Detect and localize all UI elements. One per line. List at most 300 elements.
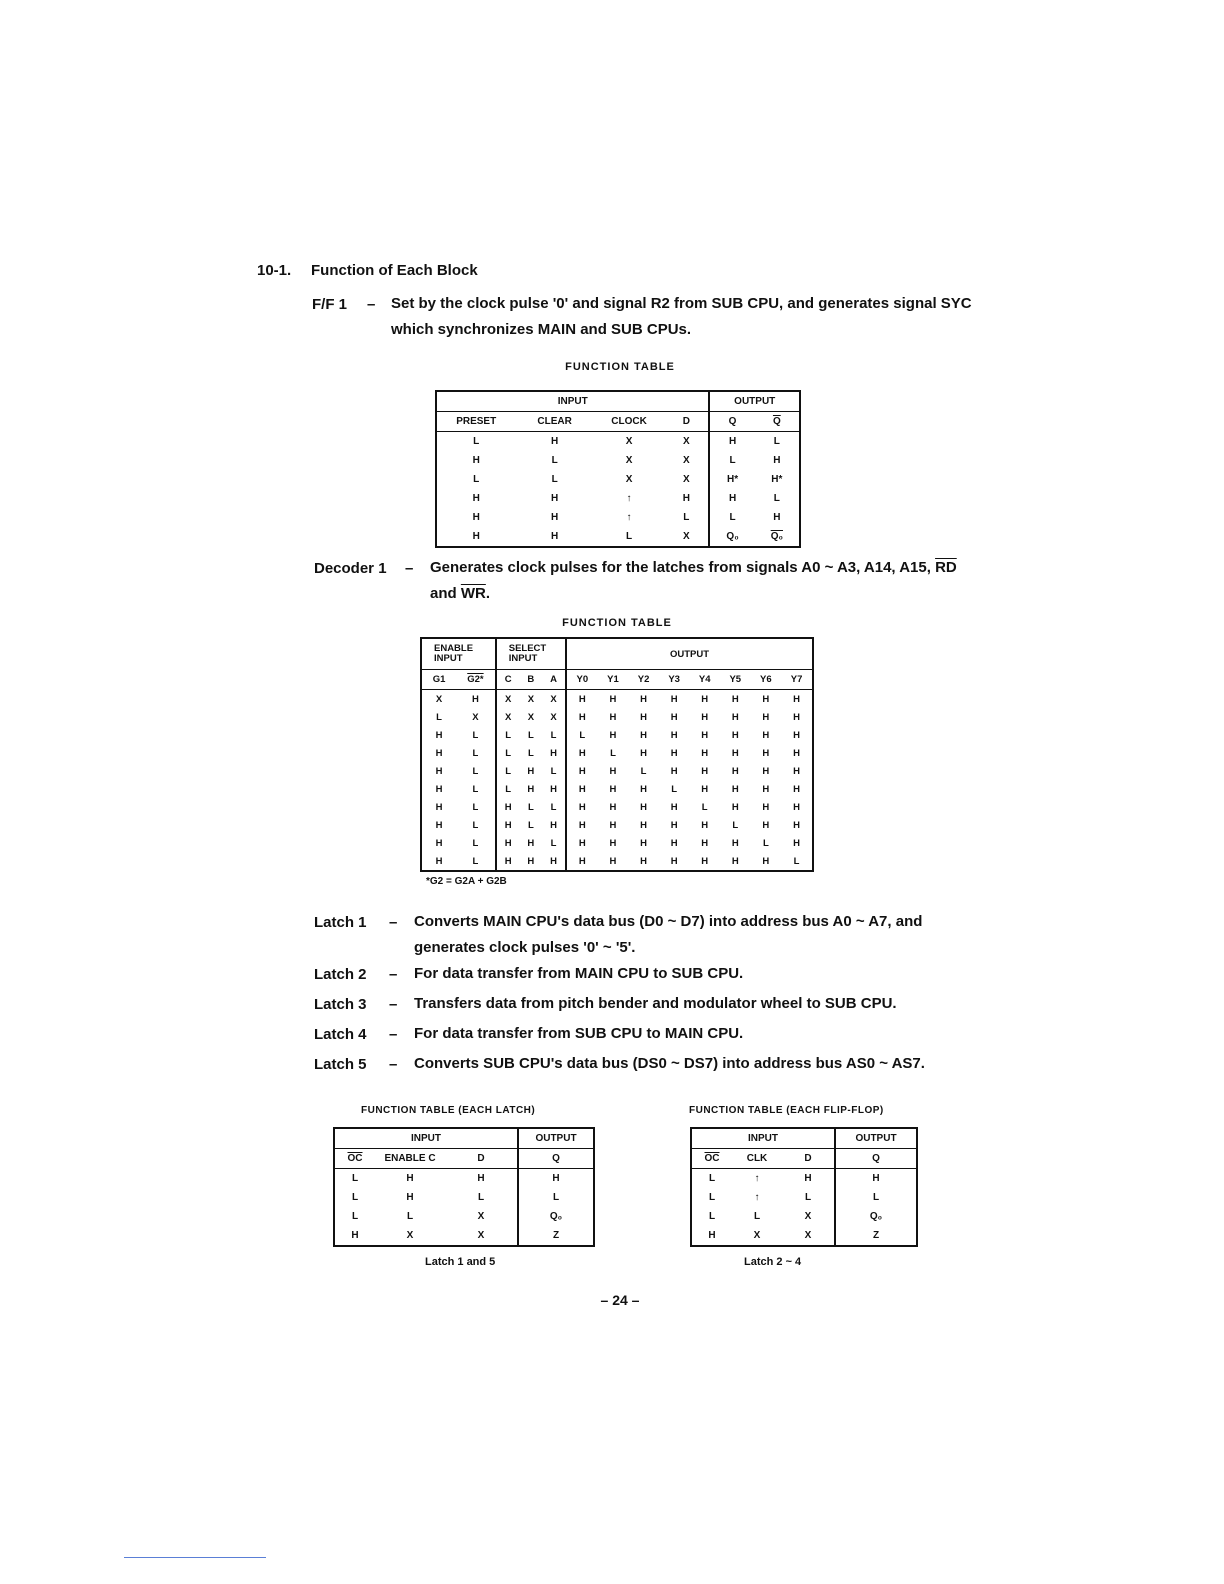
cell: X bbox=[683, 436, 690, 447]
latch5-label: Latch 5 bbox=[314, 1056, 367, 1073]
cell: L bbox=[527, 747, 534, 759]
cell: H bbox=[762, 819, 770, 831]
ff1-description bbox=[391, 291, 972, 343]
cell: H bbox=[804, 1173, 812, 1184]
cell: L bbox=[496, 780, 520, 798]
latch-header-enable: ENABLE C bbox=[375, 1149, 445, 1169]
decoder1-header-y4: Y4 bbox=[689, 670, 720, 690]
decoder1-header-g2-text: G2* bbox=[467, 674, 484, 685]
latch2-label: Latch 2 bbox=[314, 966, 367, 983]
cell: X bbox=[527, 711, 535, 723]
cell: H bbox=[435, 837, 443, 849]
ff-header-clk: CLK bbox=[732, 1149, 782, 1169]
cell: H bbox=[609, 801, 617, 813]
table-row bbox=[436, 489, 800, 508]
latch1-desc-line1: Converts MAIN CPU's data bus (D0 ~ D7) into address bus A0 ~ A7, and bbox=[414, 913, 923, 930]
cell: X bbox=[406, 1230, 414, 1241]
cell: H bbox=[708, 1230, 716, 1241]
latch1-desc-line2: generates clock pulses '0' ~ '5'. bbox=[414, 939, 636, 956]
cell: H bbox=[551, 512, 559, 523]
cell: H bbox=[435, 765, 443, 777]
cell: L bbox=[551, 474, 558, 485]
table-row bbox=[421, 798, 813, 816]
cell: X bbox=[435, 693, 443, 705]
latch-header-d: D bbox=[445, 1149, 518, 1169]
decoder1-function-table bbox=[420, 637, 814, 872]
cell: L bbox=[708, 1211, 716, 1222]
cell: L bbox=[671, 783, 678, 795]
cell: H bbox=[731, 837, 739, 849]
cell: H bbox=[406, 1173, 414, 1184]
cell: H bbox=[731, 729, 739, 741]
decoder1-rd-signal: $\overline{RD}$ bbox=[935, 559, 957, 576]
cell: H bbox=[609, 819, 617, 831]
decoder1-wr-signal: $\overline{WR}$ bbox=[460, 585, 486, 602]
cell: H bbox=[551, 436, 559, 447]
cell: H* bbox=[709, 470, 754, 489]
cell: Q₀ bbox=[770, 531, 783, 542]
cell: H bbox=[496, 798, 520, 816]
cell: H bbox=[472, 512, 480, 523]
cell: H bbox=[701, 855, 709, 867]
cell: H bbox=[609, 783, 617, 795]
ff-group-output: OUTPUT bbox=[835, 1128, 917, 1149]
cell: H bbox=[731, 765, 739, 777]
latch-group-input: INPUT bbox=[411, 1133, 441, 1144]
decoder1-group-output: OUTPUT bbox=[566, 638, 813, 670]
cell: H bbox=[496, 834, 520, 852]
cell: L bbox=[472, 801, 479, 813]
cell: H bbox=[640, 819, 647, 831]
cell: H bbox=[566, 744, 598, 762]
cell: L bbox=[550, 765, 557, 777]
table-row bbox=[691, 1207, 917, 1226]
cell: L bbox=[473, 474, 480, 485]
cell: L bbox=[709, 451, 754, 470]
decoder1-table-caption: FUNCTION TABLE bbox=[562, 617, 672, 629]
cell: X bbox=[527, 693, 535, 705]
latch4-dash: – bbox=[389, 1026, 398, 1043]
cell: H bbox=[471, 693, 479, 705]
decoder1-dash: – bbox=[405, 560, 414, 577]
cell: H bbox=[406, 1192, 414, 1203]
cell: L bbox=[610, 747, 616, 759]
cell: H bbox=[527, 783, 535, 795]
table-row bbox=[436, 451, 800, 470]
latch1-dash: – bbox=[389, 914, 398, 931]
cell: L bbox=[477, 1192, 485, 1203]
cell: H bbox=[793, 747, 801, 759]
latch2-description: For data transfer from MAIN CPU to SUB CPU. bbox=[414, 965, 744, 982]
cell: X bbox=[753, 1230, 761, 1241]
cell: H bbox=[670, 711, 678, 723]
table-row bbox=[421, 852, 813, 871]
cell: L bbox=[701, 801, 708, 813]
cell: H bbox=[472, 493, 480, 504]
decoder1-header-y7: Y7 bbox=[781, 670, 813, 690]
cell: X bbox=[625, 474, 633, 485]
cell: H bbox=[670, 819, 678, 831]
cell: Z bbox=[518, 1226, 594, 1246]
cell: Q₀ bbox=[709, 527, 754, 547]
cell: L bbox=[835, 1188, 917, 1207]
ff1-header-clock: CLOCK bbox=[594, 412, 664, 432]
latch2-dash: – bbox=[389, 966, 398, 983]
table-row bbox=[436, 527, 800, 547]
cell: L bbox=[550, 837, 557, 849]
cell: L bbox=[709, 508, 754, 527]
table-row bbox=[421, 744, 813, 762]
cell: L bbox=[518, 1188, 594, 1207]
cell: L bbox=[472, 747, 479, 759]
cell: H bbox=[435, 855, 443, 867]
cell: H bbox=[835, 1169, 917, 1189]
latch3-description: Transfers data from pitch bender and modulator wheel to SUB CPU. bbox=[414, 995, 897, 1012]
ff1-header-qbar: $\overline{Q}$ bbox=[755, 412, 800, 432]
cell: L bbox=[640, 765, 647, 777]
cell: H bbox=[609, 855, 617, 867]
ff-header-oc: $\overline{OC}$ bbox=[691, 1149, 732, 1169]
table-row bbox=[421, 780, 813, 798]
cell: L bbox=[472, 729, 479, 741]
latch1-description bbox=[414, 909, 922, 961]
cell: H bbox=[609, 765, 617, 777]
decoder1-table-body bbox=[421, 690, 813, 872]
cell: X bbox=[496, 708, 520, 726]
cell: H bbox=[566, 798, 598, 816]
ff1-header-clear: CLEAR bbox=[515, 412, 593, 432]
cell: L bbox=[550, 801, 557, 813]
cell: H bbox=[550, 855, 558, 867]
decoder1-header-g2 bbox=[456, 670, 496, 690]
decoder1-header-y5: Y5 bbox=[720, 670, 751, 690]
section-number: 10-1. bbox=[257, 262, 292, 279]
decoder1-group-select: SELECT INPUT bbox=[496, 638, 566, 670]
ff-header-d: D bbox=[782, 1149, 835, 1169]
decoder1-header-y3: Y3 bbox=[659, 670, 690, 690]
ff1-desc-line2: which synchronizes MAIN and SUB CPUs. bbox=[391, 321, 692, 338]
cell: H bbox=[762, 855, 770, 867]
decoder1-desc-line2: and bbox=[430, 585, 457, 602]
cell: H bbox=[731, 747, 739, 759]
cell: L bbox=[436, 711, 442, 723]
latch-function-table bbox=[333, 1127, 595, 1247]
cell: X bbox=[496, 690, 520, 709]
latch5-description: Converts SUB CPU's data bus (DS0 ~ DS7) into address bus AS0 ~ AS7. bbox=[414, 1055, 925, 1072]
cell: H bbox=[477, 1173, 485, 1184]
cell: H bbox=[566, 780, 598, 798]
cell: H bbox=[670, 693, 678, 705]
latch-header-oc: $\overline{OC}$ bbox=[334, 1149, 375, 1169]
table-row bbox=[334, 1169, 594, 1189]
table-row bbox=[421, 690, 813, 709]
latch3-dash: – bbox=[389, 996, 398, 1013]
cell: L bbox=[473, 436, 480, 447]
cell: H bbox=[566, 816, 598, 834]
cell: H bbox=[435, 747, 443, 759]
cell: X bbox=[625, 436, 633, 447]
cell: L bbox=[496, 726, 520, 744]
decoder1-header-c: C bbox=[496, 670, 520, 690]
cell: Q₀ bbox=[518, 1207, 594, 1226]
cell: H bbox=[670, 765, 678, 777]
cell: H bbox=[351, 1230, 359, 1241]
cell: L bbox=[472, 855, 479, 867]
cell: X bbox=[683, 455, 690, 466]
cell: H bbox=[550, 747, 558, 759]
cell: H bbox=[640, 783, 647, 795]
cell: H bbox=[773, 512, 781, 523]
cell: H bbox=[566, 834, 598, 852]
cell: L bbox=[351, 1211, 359, 1222]
cell: H bbox=[550, 783, 558, 795]
ff1-header-q: Q bbox=[709, 412, 754, 432]
table-row bbox=[421, 762, 813, 780]
ff-function-table bbox=[690, 1127, 918, 1247]
cell: H bbox=[731, 855, 739, 867]
ff1-label: F/F 1 bbox=[312, 296, 348, 313]
cell: H bbox=[793, 837, 801, 849]
cell: H bbox=[762, 801, 770, 813]
cell: H bbox=[527, 765, 535, 777]
cell: H bbox=[472, 531, 480, 542]
footnote-rule bbox=[124, 1557, 266, 1558]
ff1-function-table bbox=[435, 390, 801, 548]
cell: H bbox=[527, 855, 535, 867]
cell: H bbox=[701, 837, 709, 849]
decoder1-header-g1: G1 bbox=[421, 670, 456, 690]
cell: H bbox=[640, 837, 647, 849]
latch3-label: Latch 3 bbox=[314, 996, 367, 1013]
cell: ↑ bbox=[626, 512, 632, 523]
cell: L bbox=[527, 729, 534, 741]
cell: H bbox=[762, 711, 770, 723]
cell: ↑ bbox=[754, 1192, 760, 1203]
decoder1-header-y6: Y6 bbox=[751, 670, 782, 690]
cell: L bbox=[472, 783, 479, 795]
cell: H bbox=[640, 801, 647, 813]
cell: H bbox=[682, 493, 690, 504]
section-title: Function of Each Block bbox=[311, 262, 478, 279]
cell: L bbox=[773, 493, 780, 504]
decoder1-header-b: B bbox=[520, 670, 543, 690]
cell: H bbox=[709, 432, 754, 452]
cell: L bbox=[472, 765, 479, 777]
cell: H bbox=[640, 747, 647, 759]
decoder1-footnote: *G2 = G2A + G2B bbox=[426, 876, 507, 887]
cell: X bbox=[550, 711, 557, 723]
cell: H bbox=[701, 765, 709, 777]
table-row bbox=[691, 1188, 917, 1207]
cell: L bbox=[351, 1173, 359, 1184]
cell: X bbox=[683, 531, 690, 542]
cell: H bbox=[550, 819, 558, 831]
cell: L bbox=[351, 1192, 359, 1203]
cell: X bbox=[683, 474, 690, 485]
cell: H bbox=[731, 783, 739, 795]
table-row bbox=[334, 1226, 594, 1246]
table-row bbox=[436, 508, 800, 527]
ff1-desc-line1: Set by the clock pulse '0' and signal R2 from SUB CPU, and generates signal SYC bbox=[391, 295, 972, 312]
cell: H bbox=[609, 693, 617, 705]
cell: X bbox=[472, 711, 479, 723]
cell: H bbox=[551, 493, 559, 504]
cell: L bbox=[566, 726, 598, 744]
cell: L bbox=[496, 744, 520, 762]
cell: L bbox=[762, 837, 769, 849]
latch-table-caption: FUNCTION TABLE (EACH LATCH) bbox=[361, 1105, 536, 1116]
decoder1-header-y2: Y2 bbox=[628, 670, 659, 690]
table-row bbox=[691, 1169, 917, 1189]
cell: H bbox=[701, 747, 709, 759]
cell: X bbox=[477, 1211, 485, 1222]
cell: L bbox=[732, 819, 739, 831]
cell: H bbox=[435, 819, 443, 831]
cell: H bbox=[609, 837, 617, 849]
latch-group-output: OUTPUT bbox=[518, 1128, 594, 1149]
decoder1-header-y0: Y0 bbox=[566, 670, 598, 690]
cell: L bbox=[753, 1211, 761, 1222]
latch4-label: Latch 4 bbox=[314, 1026, 367, 1043]
cell: H bbox=[518, 1169, 594, 1189]
table-row bbox=[334, 1207, 594, 1226]
cell: H bbox=[709, 489, 754, 508]
decoder1-desc-line1: Generates clock pulses for the latches from signals A0 ~ A3, A14, A15, bbox=[430, 559, 931, 576]
table-row bbox=[436, 470, 800, 489]
cell: H bbox=[640, 711, 647, 723]
cell: H bbox=[793, 729, 801, 741]
cell: L bbox=[472, 819, 479, 831]
cell: H bbox=[731, 801, 739, 813]
cell: H bbox=[435, 783, 443, 795]
cell: L bbox=[708, 1192, 716, 1203]
ff-table-subcaption: Latch 2 ~ 4 bbox=[744, 1256, 802, 1268]
cell: H bbox=[762, 765, 770, 777]
cell: H bbox=[731, 711, 739, 723]
table-row bbox=[421, 726, 813, 744]
cell: ↑ bbox=[754, 1173, 760, 1184]
cell: L bbox=[550, 729, 557, 741]
cell: X bbox=[804, 1230, 812, 1241]
cell: H* bbox=[771, 474, 783, 485]
cell: H bbox=[566, 762, 598, 780]
page-number: – 24 – bbox=[600, 1292, 640, 1308]
cell: H bbox=[670, 747, 678, 759]
cell: H bbox=[640, 729, 647, 741]
cell: L bbox=[793, 855, 800, 867]
cell: H bbox=[793, 711, 801, 723]
cell: L bbox=[773, 436, 780, 447]
cell: H bbox=[551, 531, 559, 542]
cell: H bbox=[701, 693, 709, 705]
cell: H bbox=[701, 729, 709, 741]
cell: H bbox=[670, 855, 678, 867]
cell: H bbox=[435, 729, 443, 741]
cell: L bbox=[683, 512, 690, 523]
cell: H bbox=[609, 711, 617, 723]
table-row bbox=[334, 1188, 594, 1207]
decoder1-period: . bbox=[485, 585, 491, 602]
decoder1-label: Decoder 1 bbox=[314, 560, 387, 577]
cell: L bbox=[708, 1173, 716, 1184]
cell: L bbox=[472, 837, 479, 849]
ff-table-caption: FUNCTION TABLE (EACH FLIP-FLOP) bbox=[689, 1105, 884, 1116]
ff1-table-caption: FUNCTION TABLE bbox=[565, 361, 675, 373]
cell: L bbox=[527, 819, 534, 831]
latch4-description: For data transfer from SUB CPU to MAIN CPU. bbox=[414, 1025, 744, 1042]
cell: H bbox=[496, 816, 520, 834]
decoder1-description bbox=[430, 555, 957, 607]
cell: L bbox=[551, 455, 558, 466]
cell: L bbox=[496, 762, 520, 780]
table-row bbox=[421, 834, 813, 852]
table-row bbox=[691, 1226, 917, 1246]
cell: H bbox=[793, 693, 801, 705]
cell: L bbox=[625, 531, 633, 542]
table-row bbox=[436, 432, 800, 452]
cell: H bbox=[670, 801, 678, 813]
cell: H bbox=[762, 693, 770, 705]
cell: H bbox=[640, 693, 647, 705]
ff-group-input: INPUT bbox=[748, 1133, 778, 1144]
cell: H bbox=[472, 455, 480, 466]
cell: L bbox=[804, 1192, 812, 1203]
cell: H bbox=[670, 729, 678, 741]
cell: H bbox=[793, 801, 801, 813]
cell: X bbox=[550, 693, 557, 705]
cell: H bbox=[773, 455, 781, 466]
cell: Q₀ bbox=[835, 1207, 917, 1226]
cell: H bbox=[701, 783, 709, 795]
cell: H bbox=[762, 783, 770, 795]
table-row bbox=[421, 816, 813, 834]
cell: H bbox=[793, 765, 801, 777]
decoder1-group-enable: ENABLE INPUT bbox=[434, 643, 474, 664]
cell: H bbox=[566, 852, 598, 871]
cell: H bbox=[701, 819, 709, 831]
cell: H bbox=[670, 837, 678, 849]
cell: H bbox=[762, 729, 770, 741]
cell: L bbox=[527, 801, 534, 813]
table-row bbox=[421, 708, 813, 726]
latch-table-subcaption: Latch 1 and 5 bbox=[425, 1256, 496, 1268]
cell: H bbox=[793, 819, 801, 831]
cell: X bbox=[625, 455, 633, 466]
cell: H bbox=[762, 747, 770, 759]
cell: ↑ bbox=[626, 493, 632, 504]
cell: L bbox=[406, 1211, 414, 1222]
cell: X bbox=[477, 1230, 485, 1241]
cell: H bbox=[435, 801, 443, 813]
cell: H bbox=[731, 693, 739, 705]
latch-header-q: Q bbox=[518, 1149, 594, 1169]
cell: H bbox=[566, 708, 598, 726]
cell: H bbox=[793, 783, 801, 795]
latch5-dash: – bbox=[389, 1056, 398, 1073]
cell: H bbox=[701, 711, 709, 723]
ff1-dash: – bbox=[367, 296, 376, 313]
ff1-header-d: D bbox=[664, 412, 709, 432]
ff-header-q: Q bbox=[835, 1149, 917, 1169]
cell: H bbox=[566, 690, 598, 709]
ff1-group-input: INPUT bbox=[557, 396, 588, 407]
decoder1-header-y1: Y1 bbox=[598, 670, 629, 690]
cell: H bbox=[609, 729, 617, 741]
cell: H bbox=[527, 837, 535, 849]
latch1-label: Latch 1 bbox=[314, 914, 367, 931]
cell: H bbox=[640, 855, 647, 867]
ff1-header-preset: PRESET bbox=[436, 412, 515, 432]
